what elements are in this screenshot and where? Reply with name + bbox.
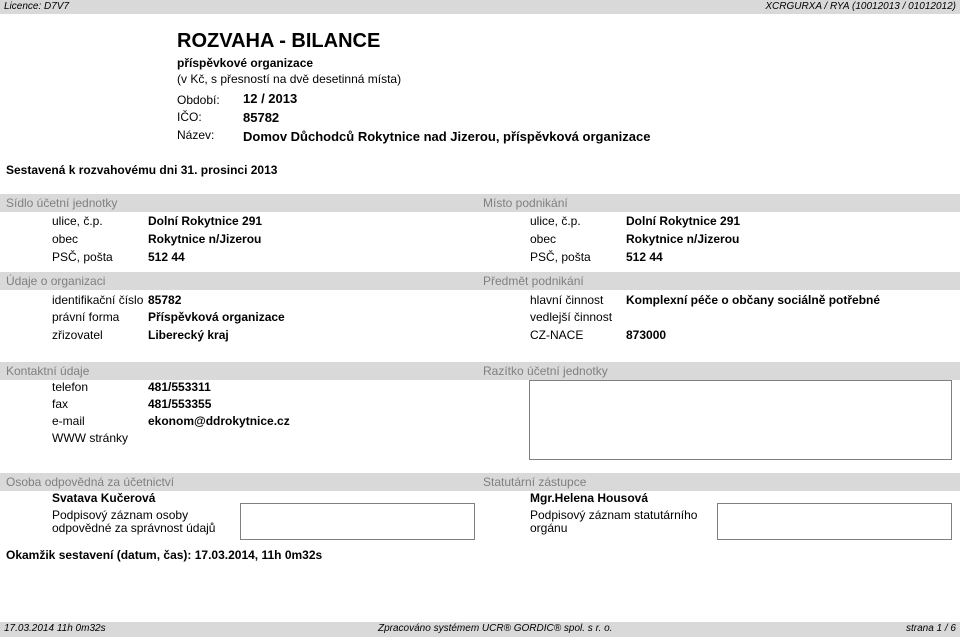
bp-zip-value: 512 44 (626, 250, 663, 264)
email-label: e-mail (52, 414, 85, 428)
stamp-header: Razítko účetní jednotky (483, 364, 608, 378)
section-header-organization (0, 272, 960, 290)
top-bar (0, 0, 960, 14)
business-subject-header: Předmět podnikání (483, 274, 584, 288)
compilation-timestamp: Okamžik sestavení (datum, čas): 17.03.2014, 11h 0m32s (6, 548, 323, 562)
accounting-signature-box (240, 503, 475, 540)
report-code: XCRGURXA / RYA (10012013 / 01012012) (765, 1, 956, 12)
footer-date: 17.03.2014 11h 0m32s (4, 623, 106, 634)
statutory-signature-label: Podpisový záznam statutárního orgánu (530, 508, 698, 535)
fax-value: 481/553355 (148, 397, 212, 411)
licence-text: Licence: D7V7 (4, 1, 70, 12)
bs-nace-label: CZ-NACE (530, 328, 584, 342)
accounting-signature-label: Podpisový záznam osoby odpovědné za správnost údajů (52, 508, 216, 535)
org-id-label: identifikační číslo (52, 293, 144, 307)
stamp-box (529, 380, 952, 460)
phone-value: 481/553311 (148, 380, 211, 394)
statutory-name: Mgr.Helena Housová (530, 491, 649, 505)
bp-city-label: obec (530, 232, 557, 246)
seat-header: Sídlo účetní jednotky (6, 196, 118, 210)
accounting-person-header: Osoba odpovědná za účetnictví (6, 475, 175, 489)
bs-secondary-label: vedlejší činnost (530, 310, 613, 324)
bs-nace-value: 873000 (626, 328, 667, 342)
seat-street-label: ulice, č.p. (52, 214, 103, 228)
seat-street-value: Dolní Rokytnice 291 (148, 214, 263, 228)
seat-city-value: Rokytnice n/Jizerou (148, 232, 262, 246)
organization-name: Domov Důchodců Rokytnice nad Jizerou, příspěvková organizace (243, 129, 651, 144)
seat-zip-label: PSČ, pošta (52, 250, 113, 264)
bs-main-value: Komplexní péče o občany sociálně potřebné (626, 293, 881, 307)
currency-note: (v Kč, s přesností na dvě desetinná místa) (177, 72, 402, 86)
compiled-date: Sestavená k rozvahovému dni 31. prosinci 2013 (6, 163, 278, 177)
org-form-value: Příspěvková organizace (148, 310, 285, 324)
organization-header: Údaje o organizaci (6, 274, 106, 288)
fax-label: fax (52, 397, 69, 411)
seat-zip-value: 512 44 (148, 250, 185, 264)
email-value: ekonom@ddrokytnice.cz (148, 414, 290, 428)
footer-system: Zpracováno systémem UCR® GORDIC® spol. s r. o. (378, 623, 613, 634)
statutory-header: Statutární zástupce (483, 475, 587, 489)
section-header-seat (0, 194, 960, 212)
statutory-signature-box (717, 503, 952, 540)
contact-header: Kontaktní údaje (6, 364, 90, 378)
org-id-value: 85782 (148, 293, 182, 307)
bs-main-label: hlavní činnost (530, 293, 604, 307)
document-title: ROZVAHA - BILANCE (177, 30, 381, 52)
page-number: strana 1 / 6 (905, 623, 956, 634)
org-founder-value: Liberecký kraj (148, 328, 229, 342)
bp-street-label: ulice, č.p. (530, 214, 581, 228)
accounting-person-name: Svatava Kučerová (52, 491, 156, 505)
org-founder-label: zřizovatel (52, 328, 103, 342)
name-label: Název: (177, 128, 215, 142)
period-label: Období: (177, 93, 220, 107)
web-label: WWW stránky (52, 431, 128, 445)
period-value: 12 / 2013 (243, 91, 298, 106)
business-place-header: Místo podnikání (483, 196, 568, 210)
bp-zip-label: PSČ, pošta (530, 250, 591, 264)
phone-label: telefon (52, 380, 89, 394)
document-subtitle: příspěvkové organizace (177, 56, 314, 70)
section-header-accounting (0, 473, 960, 491)
section-header-contact (0, 362, 960, 380)
bp-street-value: Dolní Rokytnice 291 (626, 214, 741, 228)
bp-city-value: Rokytnice n/Jizerou (626, 232, 740, 246)
ico-label: IČO: (177, 110, 202, 124)
org-form-label: právní forma (52, 310, 120, 324)
seat-city-label: obec (52, 232, 79, 246)
footer-bar (0, 622, 960, 637)
ico-value: 85782 (243, 110, 280, 125)
